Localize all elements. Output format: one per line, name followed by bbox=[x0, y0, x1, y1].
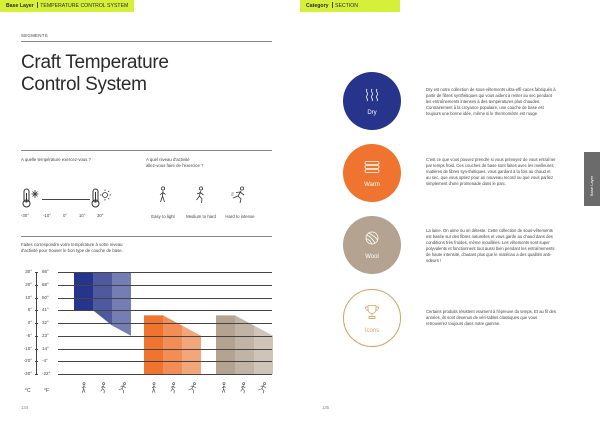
side-tab bbox=[584, 152, 600, 206]
trophy-icon bbox=[364, 304, 380, 320]
chart-instruction-line1: Faites correspondre votre température à votre niveau bbox=[21, 242, 123, 247]
section-label: SEGMENTS bbox=[21, 33, 48, 38]
activity-question-line2: allez-vous faire de l'exercice ? bbox=[146, 162, 204, 168]
left-header-strong: Base Layer bbox=[6, 3, 34, 9]
jogging-person-icon bbox=[98, 382, 108, 394]
right-header-strong: Category bbox=[306, 3, 329, 9]
left-page-number: 134 bbox=[21, 405, 29, 410]
chart-tick bbox=[35, 272, 38, 273]
running-person-icon bbox=[257, 382, 268, 394]
celsius-tick-label: 5° bbox=[27, 307, 32, 313]
chart-area-dry-1 bbox=[93, 272, 112, 326]
layers-icon bbox=[364, 160, 380, 174]
chart-tick bbox=[35, 349, 38, 350]
celsius-tick-label: -30° bbox=[23, 371, 32, 376]
celsius-tick-label: 30° bbox=[25, 269, 32, 274]
chart-area-dry-0 bbox=[74, 272, 93, 310]
chart-area-wool-1 bbox=[235, 315, 254, 374]
unit-celsius: °C bbox=[25, 388, 31, 394]
running-person-icon bbox=[117, 382, 128, 394]
jogging-person-icon bbox=[168, 382, 178, 394]
chart-tick bbox=[35, 361, 38, 362]
fahrenheit-tick-label: -4° bbox=[42, 358, 48, 364]
fahrenheit-tick-label: -22° bbox=[42, 371, 51, 376]
temp-label: 10° bbox=[79, 213, 86, 218]
fahrenheit-tick-label: 50° bbox=[42, 294, 49, 300]
chart-gridline bbox=[58, 361, 272, 362]
fahrenheit-tick-label: 32° bbox=[42, 320, 49, 325]
running-person-icon bbox=[187, 382, 198, 394]
category-wool-circle bbox=[343, 216, 401, 274]
chart-area-wool-2 bbox=[254, 326, 273, 374]
category-wool-text: La laine. On aime ou on déteste. Cette collection de sous-vêtements est basée sur des fibres naturelles et vous garde au chaud dans des conditions très froides, même mouillées. Les vêtements sont super polyvalents et fonctionnent tout aussi bien pendant les entraînements de haute intensité, d'autant plus que le matériau a des qualités anti-odeurs ! bbox=[426, 228, 555, 264]
fahrenheit-tick-label: 41° bbox=[42, 307, 49, 313]
celsius-tick-label: 10° bbox=[25, 294, 32, 300]
walking-person-icon bbox=[149, 382, 159, 394]
chart-area-warm-0 bbox=[144, 315, 163, 374]
chart-tick bbox=[35, 374, 38, 375]
fahrenheit-tick-label: 23° bbox=[42, 332, 49, 338]
category-warm-text: C'est ce que vous pouvez prendre si vous prévoyez de vous entraîner par temps froid. Ces couches de base sont faites avec les meilleures matières de fibres syn-thétiques, vous gardant à la fois au chaud et au sec, que vous optiez pour un nouveau record ou que vous parliez simplement d'une promenade dans le parc. bbox=[426, 157, 556, 187]
page-title-line2: Control System bbox=[21, 74, 147, 95]
temp-label: 0° bbox=[63, 213, 68, 218]
side-tab-label: Base Layer bbox=[589, 175, 594, 196]
jogging-person-icon bbox=[238, 382, 248, 394]
temperature-question: A quelle température exercez-vous ? bbox=[21, 157, 91, 162]
chart-tick bbox=[35, 323, 38, 324]
page-title-line1: Craft Temperature bbox=[21, 52, 169, 73]
chart-area-warm-1 bbox=[163, 315, 182, 374]
chart-gridline bbox=[58, 336, 272, 337]
chart-gridline bbox=[58, 272, 272, 273]
celsius-tick-label: 20° bbox=[25, 281, 32, 287]
category-icons-text: Certains produits résistent vraiment à l'épreuve du temps. Et au fil des années, ils sont devenus de véri-tables classiques que vous retrouverez toujours dans notre gamme. bbox=[426, 309, 556, 327]
walking-person-icon bbox=[219, 382, 229, 394]
right-header-tag bbox=[300, 0, 400, 12]
chart-gridline bbox=[58, 323, 272, 324]
category-dry-text: Dry est notre collection de sous-vêtements ultra-effi-caces fabriqués à partir de fibres synthétiques qui vous aident à rester au sec pendant les entraînements intenses à des températures plus chaudes. Contrairement à la croyance populaire, une couche de base est toujours une bonne idée, même si le thermomètre est rouge. bbox=[426, 87, 556, 117]
chart-area-wool-0 bbox=[216, 315, 235, 374]
chart-area-dry-2 bbox=[112, 272, 131, 336]
chart-gridline bbox=[58, 285, 272, 286]
chart-gridline bbox=[58, 349, 272, 350]
chart-area-warm-2 bbox=[182, 326, 201, 374]
walking-person-icon bbox=[79, 382, 89, 394]
category-dry-circle bbox=[343, 72, 401, 130]
activity-question-line1: A quel niveau d'activité bbox=[146, 157, 190, 162]
chart-tick bbox=[35, 336, 38, 337]
celsius-tick-label: 0° bbox=[27, 320, 32, 325]
fahrenheit-tick-label: 68° bbox=[42, 281, 49, 287]
category-warm-circle bbox=[343, 144, 401, 202]
chart-instruction-line2: d'activité pour trouver le bon type de couche de base. bbox=[21, 247, 123, 253]
temp-label: 30° bbox=[97, 213, 104, 218]
fahrenheit-tick-label: 14° bbox=[42, 345, 49, 351]
temp-label: -10° bbox=[43, 213, 51, 218]
wool-ball-icon bbox=[365, 231, 379, 245]
activity-label-hard: Hard to intense bbox=[225, 214, 255, 219]
category-wool-label: Wool bbox=[365, 254, 379, 260]
chart-gridline bbox=[58, 374, 272, 375]
activity-label-medium: Medium to hard bbox=[186, 214, 216, 219]
celsius-tick-label: -10° bbox=[23, 345, 32, 351]
category-icons-circle bbox=[343, 289, 401, 347]
celsius-tick-label: -20° bbox=[23, 358, 32, 364]
category-dry-label: Dry bbox=[367, 110, 377, 116]
activity-label-easy: Easy to light bbox=[151, 214, 175, 219]
chart-tick bbox=[35, 285, 38, 286]
unit-fahrenheit: °F bbox=[44, 388, 50, 394]
right-header-text: SECTION bbox=[335, 3, 359, 9]
temp-label: -30° bbox=[21, 213, 29, 218]
heat-waves-icon bbox=[364, 88, 380, 102]
right-page-number: 135 bbox=[322, 405, 330, 410]
celsius-tick-label: -5° bbox=[26, 332, 32, 338]
chart-tick bbox=[35, 310, 38, 311]
category-icons-label: Icons bbox=[364, 328, 380, 334]
category-warm-label: Warm bbox=[364, 182, 380, 188]
chart-gridline bbox=[58, 298, 272, 299]
chart-tick bbox=[35, 298, 38, 299]
left-header-text: TEMPERATURE CONTROL SYSTEM bbox=[40, 3, 129, 9]
chart-gridline bbox=[58, 310, 272, 311]
fahrenheit-tick-label: 86° bbox=[42, 269, 49, 274]
